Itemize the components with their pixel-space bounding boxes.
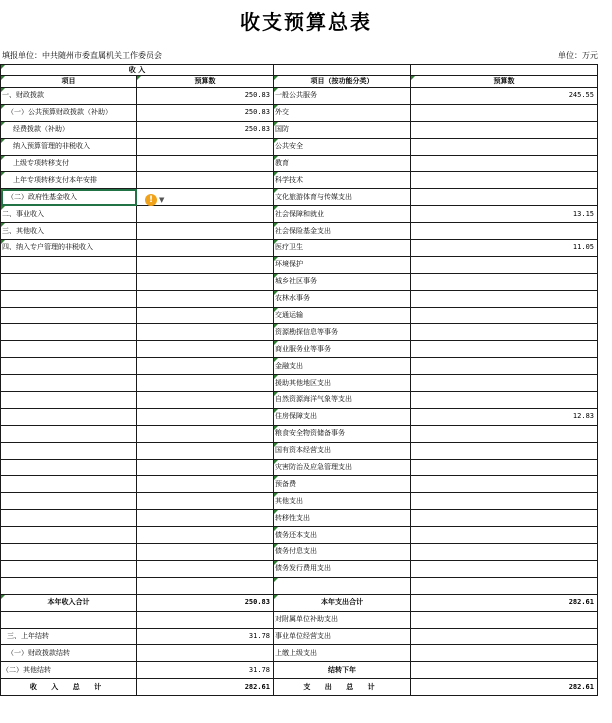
table-row bbox=[1, 425, 598, 442]
expense-budget-cell[interactable] bbox=[411, 138, 598, 155]
table-row bbox=[1, 459, 598, 476]
income-item-cell[interactable] bbox=[1, 273, 137, 290]
table-row bbox=[1, 290, 598, 307]
header-blank-cell[interactable] bbox=[411, 65, 598, 76]
table-row bbox=[1, 476, 598, 493]
table-row bbox=[1, 240, 598, 257]
expense-item-cell[interactable]: 结转下年 bbox=[274, 662, 411, 679]
expense-budget-cell[interactable]: 11.05 bbox=[411, 240, 598, 257]
table-row bbox=[1, 375, 598, 392]
income-budget-cell[interactable] bbox=[137, 240, 274, 257]
table-row bbox=[1, 121, 598, 138]
income-budget-cell[interactable]: 250.83 bbox=[137, 121, 274, 138]
col-header-item[interactable]: 项目 bbox=[1, 76, 137, 88]
income-item-cell[interactable]: （二）政府性基金收入 bbox=[1, 189, 137, 206]
expense-budget-cell[interactable] bbox=[411, 290, 598, 307]
income-budget-cell[interactable] bbox=[137, 476, 274, 493]
expense-item-cell[interactable]: 对附属单位补助支出 bbox=[274, 611, 411, 628]
expense-item-cell[interactable]: 文化旅游体育与传媒支出 bbox=[274, 189, 411, 206]
expense-budget-cell[interactable] bbox=[411, 273, 598, 290]
table-row bbox=[1, 408, 598, 425]
expense-budget-cell[interactable]: 12.83 bbox=[411, 408, 598, 425]
expense-item-cell[interactable]: 社会保障和就业 bbox=[274, 206, 411, 223]
expense-item-cell[interactable]: 预备费 bbox=[274, 476, 411, 493]
expense-item-cell[interactable]: 援助其他地区支出 bbox=[274, 375, 411, 392]
income-group-header[interactable]: 收 入 bbox=[1, 65, 274, 76]
income-budget-cell[interactable]: 250.83 bbox=[137, 104, 274, 121]
warning-icon[interactable]: ! bbox=[145, 194, 157, 206]
expense-budget-cell[interactable] bbox=[411, 256, 598, 273]
table-row bbox=[1, 662, 598, 679]
expense-item-cell[interactable]: 本年支出合计 bbox=[274, 594, 411, 611]
income-budget-cell[interactable] bbox=[137, 273, 274, 290]
expense-item-cell[interactable]: 上缴上级支出 bbox=[274, 645, 411, 662]
expense-item-cell[interactable]: 支 出 总 计 bbox=[274, 679, 411, 696]
table-row bbox=[1, 223, 598, 240]
income-budget-cell[interactable] bbox=[137, 442, 274, 459]
income-item-cell[interactable] bbox=[1, 459, 137, 476]
income-item-cell[interactable]: 纳入预算管理的非税收入 bbox=[1, 138, 137, 155]
income-item-cell[interactable]: （一）公共预算财政拨款（补助） bbox=[1, 104, 137, 121]
expense-budget-cell[interactable] bbox=[411, 341, 598, 358]
col-header-budget[interactable]: 预算数 bbox=[137, 76, 274, 88]
income-budget-cell[interactable] bbox=[137, 256, 274, 273]
table-row bbox=[1, 256, 598, 273]
income-budget-cell[interactable] bbox=[137, 290, 274, 307]
income-budget-cell[interactable] bbox=[137, 223, 274, 240]
income-item-cell[interactable] bbox=[1, 256, 137, 273]
expense-item-cell[interactable]: 住房保障支出 bbox=[274, 408, 411, 425]
header-blank-cell[interactable] bbox=[274, 65, 411, 76]
expense-budget-cell[interactable] bbox=[411, 510, 598, 527]
table-row bbox=[1, 442, 598, 459]
income-item-cell[interactable] bbox=[1, 341, 137, 358]
table-row bbox=[1, 341, 598, 358]
table-row bbox=[1, 324, 598, 341]
income-budget-cell[interactable] bbox=[137, 459, 274, 476]
income-budget-cell[interactable] bbox=[137, 206, 274, 223]
expense-budget-cell[interactable] bbox=[411, 392, 598, 409]
expense-budget-cell[interactable]: 282.61 bbox=[411, 594, 598, 611]
expense-item-cell[interactable]: 教育 bbox=[274, 155, 411, 172]
expense-budget-cell[interactable] bbox=[411, 324, 598, 341]
table-row bbox=[1, 527, 598, 544]
table-row bbox=[1, 155, 598, 172]
expense-item-cell[interactable]: 医疗卫生 bbox=[274, 240, 411, 257]
expense-budget-cell[interactable] bbox=[411, 121, 598, 138]
income-item-cell[interactable] bbox=[1, 544, 137, 561]
expense-item-cell[interactable]: 商业服务业等事务 bbox=[274, 341, 411, 358]
expense-budget-cell[interactable] bbox=[411, 459, 598, 476]
table-row bbox=[1, 358, 598, 375]
budget-table bbox=[0, 64, 598, 696]
income-item-cell[interactable]: 三、上年结转 bbox=[1, 628, 137, 645]
reporting-unit: 填报单位：中共随州市委直属机关工作委员会 bbox=[2, 51, 162, 60]
income-item-cell[interactable] bbox=[1, 442, 137, 459]
expense-item-cell[interactable]: 自然资源海洋气象等支出 bbox=[274, 392, 411, 409]
income-item-cell[interactable]: 四、纳入专户管理的非税收入 bbox=[1, 240, 137, 257]
income-item-cell[interactable] bbox=[1, 392, 137, 409]
income-budget-cell[interactable] bbox=[137, 324, 274, 341]
expense-budget-cell[interactable] bbox=[411, 155, 598, 172]
table-row bbox=[1, 273, 598, 290]
income-item-cell[interactable] bbox=[1, 358, 137, 375]
income-item-cell[interactable] bbox=[1, 476, 137, 493]
table-row bbox=[1, 645, 598, 662]
income-budget-cell[interactable]: 250.83 bbox=[137, 594, 274, 611]
income-item-cell[interactable] bbox=[1, 324, 137, 341]
table-row bbox=[1, 611, 598, 628]
income-budget-cell[interactable] bbox=[137, 493, 274, 510]
income-budget-cell[interactable] bbox=[137, 375, 274, 392]
table-row bbox=[1, 392, 598, 409]
expense-item-cell[interactable] bbox=[274, 577, 411, 594]
chevron-down-icon[interactable]: ▼ bbox=[159, 196, 165, 204]
expense-budget-cell[interactable] bbox=[411, 425, 598, 442]
table-row bbox=[1, 510, 598, 527]
expense-budget-cell[interactable] bbox=[411, 172, 598, 189]
expense-item-cell[interactable]: 一般公共服务 bbox=[274, 88, 411, 105]
expense-budget-cell[interactable]: 13.15 bbox=[411, 206, 598, 223]
expense-budget-cell[interactable] bbox=[411, 223, 598, 240]
expense-budget-cell[interactable]: 282.61 bbox=[411, 679, 598, 696]
income-budget-cell[interactable] bbox=[137, 408, 274, 425]
income-item-cell[interactable] bbox=[1, 611, 137, 628]
expense-budget-cell[interactable] bbox=[411, 544, 598, 561]
income-item-cell[interactable] bbox=[1, 527, 137, 544]
income-budget-cell[interactable] bbox=[137, 172, 274, 189]
income-budget-cell[interactable] bbox=[137, 611, 274, 628]
income-item-cell[interactable]: 收 入 总 计 bbox=[1, 679, 137, 696]
income-item-cell[interactable]: 经费拨款（补助） bbox=[1, 121, 137, 138]
income-budget-cell[interactable]: 250.83 bbox=[137, 88, 274, 105]
table-row bbox=[1, 138, 598, 155]
income-item-cell[interactable]: 上级专项转移支付 bbox=[1, 155, 137, 172]
expense-budget-cell[interactable] bbox=[411, 476, 598, 493]
income-item-cell[interactable] bbox=[1, 408, 137, 425]
table-row bbox=[1, 560, 598, 577]
col-header-budget-exp[interactable]: 预算数 bbox=[411, 76, 598, 88]
expense-budget-cell[interactable] bbox=[411, 611, 598, 628]
table-row bbox=[1, 628, 598, 645]
expense-item-cell[interactable]: 公共安全 bbox=[274, 138, 411, 155]
income-budget-cell[interactable] bbox=[137, 510, 274, 527]
table-row bbox=[1, 172, 598, 189]
expense-item-cell[interactable]: 资源勘探信息等事务 bbox=[274, 324, 411, 341]
income-item-cell[interactable]: 上年专项转移支付本年安排 bbox=[1, 172, 137, 189]
expense-item-cell[interactable]: 金融支出 bbox=[274, 358, 411, 375]
income-budget-cell[interactable]: 31.78 bbox=[137, 662, 274, 679]
expense-item-cell[interactable]: 粮食安全物资储备事务 bbox=[274, 425, 411, 442]
table-row bbox=[1, 206, 598, 223]
expense-budget-cell[interactable] bbox=[411, 442, 598, 459]
expense-item-cell[interactable]: 外交 bbox=[274, 104, 411, 121]
expense-item-cell[interactable]: 债务付息支出 bbox=[274, 544, 411, 561]
expense-item-cell[interactable]: 国防 bbox=[274, 121, 411, 138]
income-budget-cell[interactable]: 282.61 bbox=[137, 679, 274, 696]
income-budget-cell[interactable] bbox=[137, 527, 274, 544]
expense-budget-cell[interactable]: 245.55 bbox=[411, 88, 598, 105]
table-row bbox=[1, 577, 598, 594]
col-header-item-exp[interactable]: 项目（按功能分类） bbox=[274, 76, 411, 88]
income-item-cell[interactable] bbox=[1, 425, 137, 442]
expense-budget-cell[interactable] bbox=[411, 527, 598, 544]
income-item-cell[interactable]: （一）财政拨款结转 bbox=[1, 645, 137, 662]
expense-item-cell[interactable]: 事业单位经营支出 bbox=[274, 628, 411, 645]
income-budget-cell[interactable] bbox=[137, 425, 274, 442]
expense-budget-cell[interactable] bbox=[411, 645, 598, 662]
income-item-cell[interactable] bbox=[1, 307, 137, 324]
income-item-cell[interactable] bbox=[1, 560, 137, 577]
expense-item-cell[interactable]: 债务还本支出 bbox=[274, 527, 411, 544]
table-row bbox=[1, 544, 598, 561]
expense-budget-cell[interactable] bbox=[411, 493, 598, 510]
income-budget-cell[interactable] bbox=[137, 307, 274, 324]
income-item-cell[interactable] bbox=[1, 510, 137, 527]
income-budget-cell[interactable]: 31.78 bbox=[137, 628, 274, 645]
table-row bbox=[1, 104, 598, 121]
expense-item-cell[interactable]: 交通运输 bbox=[274, 307, 411, 324]
expense-budget-cell[interactable] bbox=[411, 307, 598, 324]
expense-budget-cell[interactable] bbox=[411, 375, 598, 392]
expense-budget-cell[interactable] bbox=[411, 560, 598, 577]
income-item-cell[interactable]: 一、财政拨款 bbox=[1, 88, 137, 105]
expense-item-cell[interactable]: 转移性支出 bbox=[274, 510, 411, 527]
income-item-cell[interactable]: 三、其他收入 bbox=[1, 223, 137, 240]
income-budget-cell[interactable] bbox=[137, 392, 274, 409]
income-budget-cell[interactable] bbox=[137, 645, 274, 662]
table-row bbox=[1, 189, 598, 206]
expense-budget-cell[interactable] bbox=[411, 662, 598, 679]
income-budget-cell[interactable] bbox=[137, 358, 274, 375]
expense-budget-cell[interactable] bbox=[411, 104, 598, 121]
income-budget-cell[interactable] bbox=[137, 560, 274, 577]
income-budget-cell[interactable] bbox=[137, 544, 274, 561]
expense-budget-cell[interactable] bbox=[411, 189, 598, 206]
income-item-cell[interactable]: 二、事业收入 bbox=[1, 206, 137, 223]
income-item-cell[interactable]: 本年收入合计 bbox=[1, 594, 137, 611]
expense-item-cell[interactable]: 债务发行费用支出 bbox=[274, 560, 411, 577]
expense-item-cell[interactable]: 城乡社区事务 bbox=[274, 273, 411, 290]
expense-item-cell[interactable]: 科学技术 bbox=[274, 172, 411, 189]
income-item-cell[interactable] bbox=[1, 493, 137, 510]
income-budget-cell[interactable] bbox=[137, 138, 274, 155]
income-item-cell[interactable] bbox=[1, 577, 137, 594]
income-item-cell[interactable]: （二）其他结转 bbox=[1, 662, 137, 679]
error-check-indicator[interactable] bbox=[145, 193, 175, 207]
income-budget-cell[interactable] bbox=[137, 341, 274, 358]
table-row bbox=[1, 679, 598, 696]
expense-budget-cell[interactable] bbox=[411, 358, 598, 375]
expense-budget-cell[interactable] bbox=[411, 577, 598, 594]
expense-item-cell[interactable]: 农林水事务 bbox=[274, 290, 411, 307]
expense-item-cell[interactable]: 环境保护 bbox=[274, 256, 411, 273]
expense-item-cell[interactable]: 其他支出 bbox=[274, 493, 411, 510]
income-item-cell[interactable] bbox=[1, 375, 137, 392]
table-row bbox=[1, 493, 598, 510]
expense-item-cell[interactable]: 社会保险基金支出 bbox=[274, 223, 411, 240]
table-row bbox=[1, 594, 598, 611]
page-title: 收支预算总表 bbox=[240, 10, 372, 34]
expense-budget-cell[interactable] bbox=[411, 628, 598, 645]
income-budget-cell[interactable] bbox=[137, 155, 274, 172]
currency-unit: 单位：万元 bbox=[558, 51, 598, 60]
table-row bbox=[1, 88, 598, 105]
table-row bbox=[1, 307, 598, 324]
income-item-cell[interactable] bbox=[1, 290, 137, 307]
income-budget-cell[interactable] bbox=[137, 577, 274, 594]
expense-item-cell[interactable]: 灾害防治及应急管理支出 bbox=[274, 459, 411, 476]
expense-item-cell[interactable]: 国有资本经营支出 bbox=[274, 442, 411, 459]
